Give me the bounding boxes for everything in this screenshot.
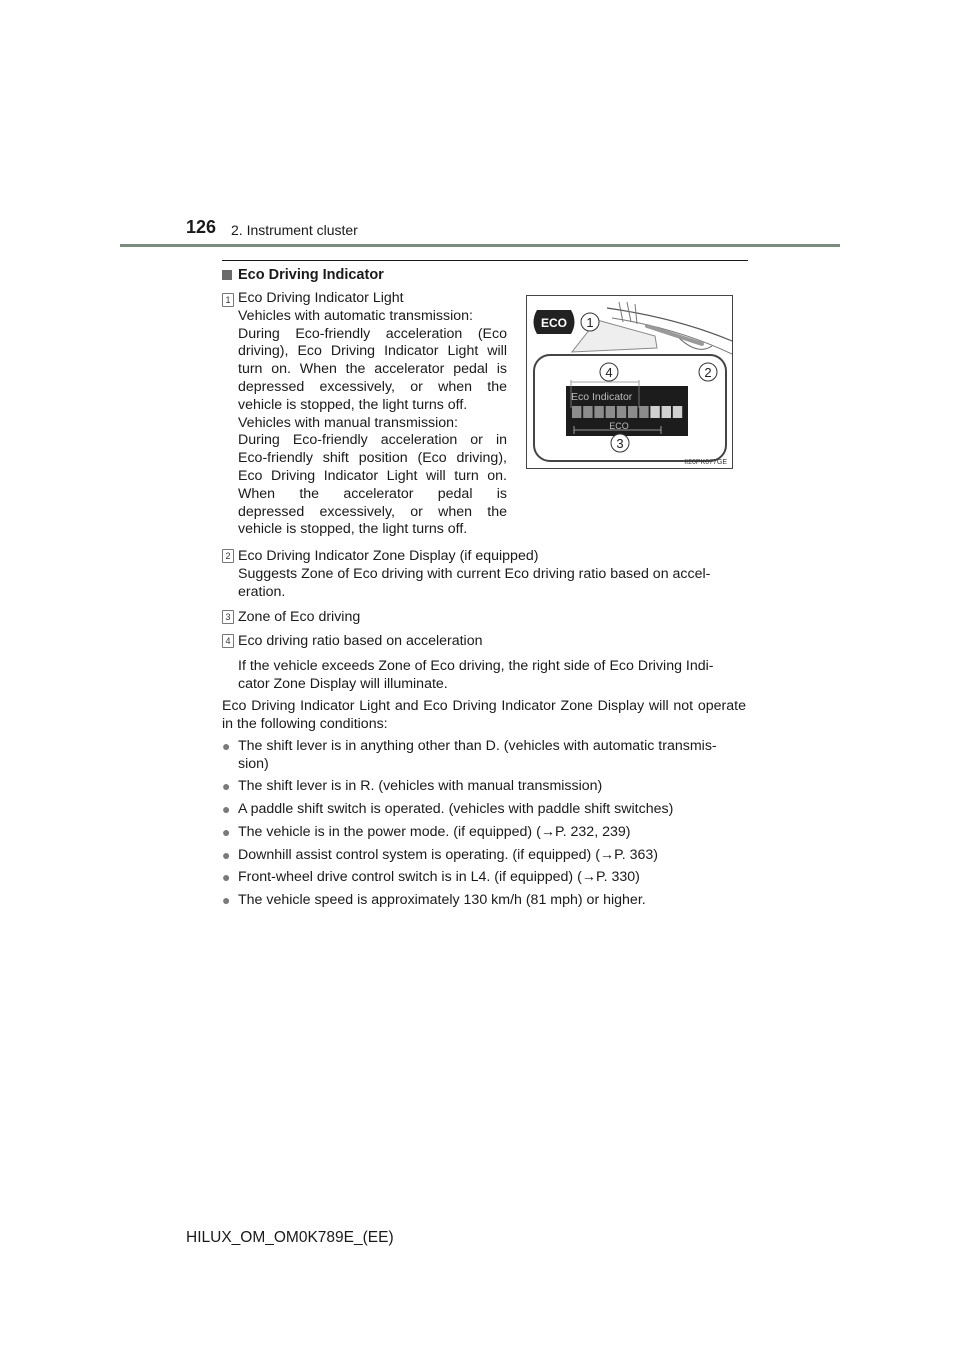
item-1-line: Eco Driving Indicator Light — [238, 290, 404, 306]
item-1-line: During Eco-friendly acceleration (Eco — [238, 325, 507, 342]
section-title: 2. Instrument cluster — [231, 222, 358, 238]
condition-bullet — [222, 737, 752, 773]
condition-bullet — [222, 777, 752, 795]
condition-text: A paddle shift switch is operated. (vehicles with paddle shift switches) — [238, 801, 674, 817]
condition-bullet — [222, 823, 752, 841]
condition-line: sion) — [238, 756, 269, 772]
eco-bar-segment — [617, 406, 626, 418]
item-1-line: driving), Eco Driving Indicator Light will — [238, 343, 507, 360]
condition-bullet — [222, 868, 752, 886]
item-1-line: turn on. When the accelerator pedal is — [238, 361, 507, 378]
item-number-1: 1 — [222, 293, 234, 307]
item-4-text: Eco driving ratio based on acceleration — [238, 633, 483, 649]
bullet-dot-icon: ● — [222, 801, 231, 817]
zone-note-line: cator Zone Display will illuminate. — [238, 676, 448, 692]
item-2-text — [238, 547, 748, 601]
item-1-text — [238, 290, 507, 539]
condition-text: Front-wheel drive control switch is in L4. (if equipped) (→P. 330) — [238, 869, 640, 885]
eco-bar-segment — [583, 406, 592, 418]
condition-line: The shift lever is in anything other than D. (vehicles with automatic transmis- — [238, 738, 717, 754]
condition-text: The vehicle speed is approximately 130 km/h (81 mph) or higher. — [238, 892, 646, 908]
eco-bar-segment — [606, 406, 615, 418]
section-heading — [222, 267, 384, 283]
heading-text: Eco Driving Indicator — [238, 267, 384, 283]
eco-bar-segment — [572, 406, 581, 418]
callout-2: 2 — [704, 365, 712, 380]
condition-bullet — [222, 891, 752, 909]
bullet-dot-icon: ● — [222, 824, 231, 840]
item-number-3: 3 — [222, 610, 234, 624]
eco-bar-segment — [673, 406, 682, 418]
eco-indicator-screen-title: Eco Indicator — [571, 391, 633, 403]
item-1-line: When the accelerator pedal is — [238, 485, 507, 502]
eco-bar-segment — [650, 406, 659, 418]
bullet-dot-icon: ● — [222, 778, 231, 794]
item-1-line: depressed excessively, or when the — [238, 503, 507, 520]
condition-bullet — [222, 846, 752, 864]
condition-text: The vehicle is in the power mode. (if equipped) (→P. 232, 239) — [238, 824, 631, 840]
header-rule — [120, 244, 840, 247]
item-1-line: vehicle is stopped, the light turns off. — [238, 521, 468, 538]
item-1-line: During Eco-friendly acceleration or in — [238, 432, 507, 449]
eco-badge-label: ECO — [540, 316, 568, 330]
eco-indicator-illustration — [527, 296, 732, 468]
condition-text: The shift lever is in R. (vehicles with manual transmission) — [238, 778, 603, 794]
square-bullet-icon — [222, 270, 232, 280]
bullet-dot-icon: ● — [222, 869, 231, 885]
item-2-title: Eco Driving Indicator Zone Display (if equipped) — [238, 548, 539, 564]
condition-text: Downhill assist control system is operating. (if equipped) (→P. 363) — [238, 847, 659, 863]
callout-1: 1 — [586, 315, 594, 330]
item-number-4: 4 — [222, 634, 234, 648]
callout-4: 4 — [605, 365, 613, 380]
bullet-dot-icon: ● — [222, 738, 231, 754]
item-1-line: Vehicles with manual transmission: — [238, 414, 459, 431]
bullet-dot-icon: ● — [222, 892, 231, 908]
callout-3: 3 — [616, 436, 624, 451]
item-1-line: Vehicles with automatic transmission: — [238, 307, 473, 324]
item-number-2: 2 — [222, 549, 234, 563]
condition-text — [238, 737, 752, 773]
figure-code: II20PK077GE — [684, 459, 727, 466]
zone-note-line: If the vehicle exceeds Zone of Eco driving, the right side of Eco Driving Indi- — [238, 658, 714, 674]
conditions-intro: Eco Driving Indicator Light and Eco Driving Indicator Zone Display will not operate in the following conditions: — [222, 698, 746, 732]
item-1-line: Eco Driving Indicator Light will turn on. — [238, 467, 507, 484]
bullet-dot-icon: ● — [222, 847, 231, 863]
footer-document-code: HILUX_OM_OM0K789E_(EE) — [186, 1229, 394, 1246]
eco-bar-segment — [639, 406, 648, 418]
eco-indicator-figure — [526, 295, 733, 469]
item-1-line: vehicle is stopped, the light turns off. — [238, 396, 468, 413]
item-3-text: Zone of Eco driving — [238, 609, 361, 625]
item-1-line: Eco-friendly shift position (Eco driving), — [238, 450, 507, 467]
section-rule — [222, 260, 748, 261]
page-number: 126 — [186, 217, 217, 237]
eco-bar-segment — [628, 406, 637, 418]
eco-bar-segment — [594, 406, 603, 418]
eco-bar-label: ECO — [609, 421, 629, 431]
item-1-line: depressed excessively, or when the — [238, 378, 507, 395]
condition-bullet — [222, 800, 752, 818]
item-2-desc-line: Suggests Zone of Eco driving with current Eco driving ratio based on accel- — [238, 566, 711, 582]
item-2-desc-line: eration. — [238, 584, 286, 600]
zone-note — [238, 657, 746, 693]
eco-bar-segment — [662, 406, 671, 418]
